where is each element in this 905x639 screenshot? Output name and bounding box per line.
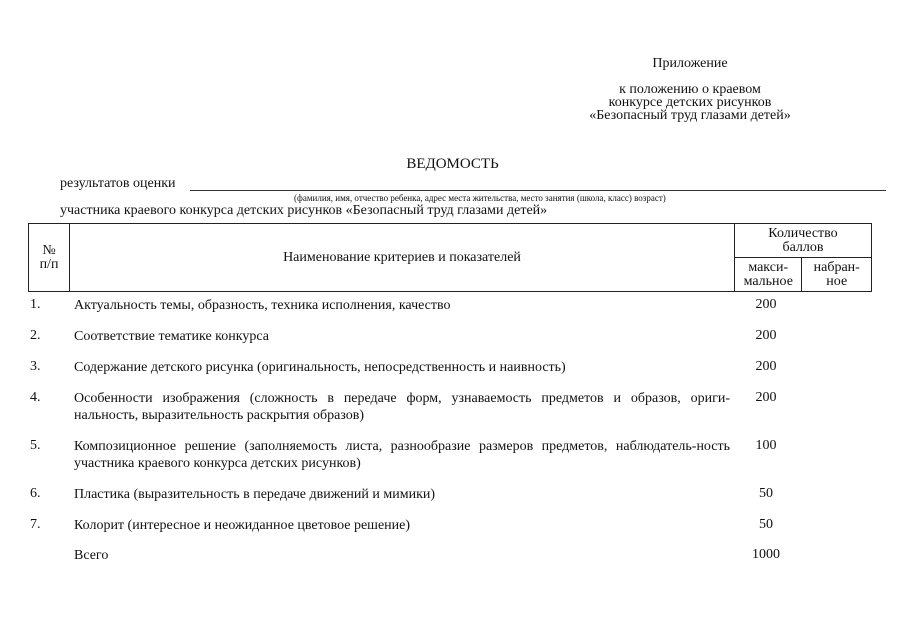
- criteria-column-header: Наименование критериев и показателей: [70, 224, 735, 292]
- row-number: 5.: [30, 438, 41, 453]
- criterion-text: Содержание детского рисунка (оригинальность, непосредственность и наивность): [74, 360, 566, 375]
- participant-line: участника краевого конкурса детских рисунков «Безопасный труд глазами детей»: [60, 203, 548, 218]
- appendix-label: Приложение: [652, 56, 728, 71]
- number-header-line-2: п/п: [39, 256, 59, 272]
- row-number: 6.: [30, 486, 41, 501]
- criterion-text: Актуальность темы, образность, техника исполнения, качество: [74, 298, 451, 313]
- max-points-value: 200: [755, 390, 777, 405]
- scored-header-line-1: набран-: [813, 259, 860, 275]
- appendix-line-1: к положению о краевом: [619, 82, 761, 97]
- number-column-header: [29, 224, 70, 292]
- appendix-line-2: конкурсе детских рисунков: [608, 95, 772, 110]
- max-points-value: 200: [755, 297, 777, 312]
- criteria-table-header: [28, 223, 872, 292]
- field-hint: (фамилия, имя, отчество ребенка, адрес места жительства, место занятия (школа, класс) возраст): [294, 193, 666, 203]
- max-points-value: 200: [755, 359, 777, 374]
- total-label: Всего: [74, 548, 109, 563]
- row-number: 4.: [30, 390, 41, 405]
- document-title: ВЕДОМОСТЬ: [406, 156, 499, 172]
- points-header-line-2: баллов: [782, 239, 824, 255]
- max-header-line-1: макси-: [748, 259, 789, 275]
- results-label: результатов оценки: [60, 176, 176, 191]
- max-header-line-2: мальное: [743, 273, 793, 289]
- criterion-text: Соответствие тематике конкурса: [74, 329, 269, 344]
- criterion-text: Колорит (интересное и неожиданное цветовое решение): [74, 518, 411, 533]
- appendix-line-3: «Безопасный труд глазами детей»: [589, 108, 791, 123]
- max-points-header: [735, 258, 802, 292]
- criterion-text: Композиционное решение (заполняемость листа, разнообразие размеров предметов, наблюдатель-ность участника краевого конкурса детских рисунков): [74, 439, 730, 471]
- criterion-text: Пластика (выразительность в передаче движений и мимики): [74, 487, 436, 502]
- points-column-header: [735, 224, 872, 258]
- max-points-value: 100: [755, 438, 777, 453]
- participant-blank-field: [190, 190, 886, 191]
- row-number: 7.: [30, 517, 41, 532]
- max-points-value: 200: [755, 328, 777, 343]
- row-number: 3.: [30, 359, 41, 374]
- scored-points-header: [802, 258, 872, 292]
- max-points-value: 50: [759, 517, 773, 532]
- criterion-text: Особенности изображения (сложность в передаче форм, узнаваемость предметов и образов, ориги-нальность, выразительность раскрытия образов): [74, 391, 730, 423]
- max-points-value: 50: [759, 486, 773, 501]
- points-header-line-1: Количество: [768, 225, 838, 241]
- row-number: 1.: [30, 297, 41, 312]
- scored-header-line-2: ное: [826, 273, 848, 289]
- number-header-line-1: №: [42, 242, 56, 258]
- row-number: 2.: [30, 328, 41, 343]
- total-max-points: 1000: [752, 547, 780, 562]
